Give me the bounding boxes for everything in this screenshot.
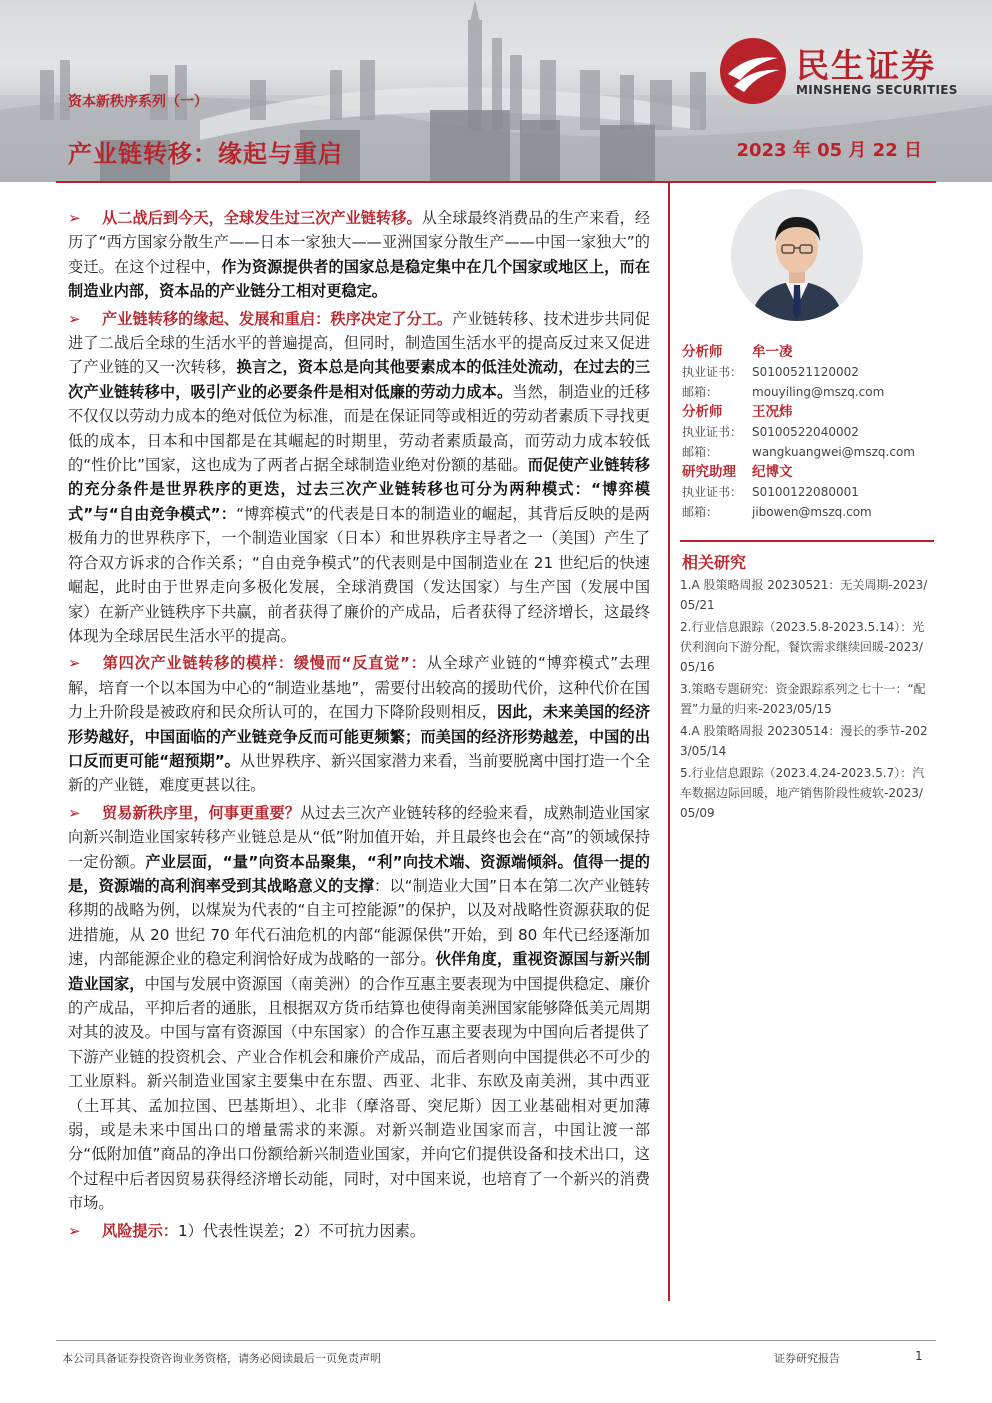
analyst-name-row [682, 462, 934, 482]
analyst-name-row [682, 342, 934, 362]
report-series: 资本新秩序系列（一） [68, 94, 208, 110]
footer-doc-type: 证券研究报告 [774, 1352, 840, 1365]
analyst-email[interactable]: mouyiling@mszq.com [752, 385, 885, 399]
minsheng-logo-icon [718, 36, 788, 106]
analyst-email-row [682, 382, 934, 402]
summary-paragraph [68, 307, 650, 649]
paragraph-text: 从过去三次产业链转移的经验来看，成熟制造业国家向新兴制造业国家转移产业链总是从“低”附加值开始，并且最终也会在“高”的领域保持一定份额。 [68, 803, 651, 871]
analyst-cert: S0100521120002 [752, 365, 859, 379]
summary-paragraph [68, 801, 650, 1216]
paragraph-text: 伙伴角度，重视资源国与新兴制造业国家， [68, 950, 651, 993]
report-date: 2023 年 05 月 22 日 [736, 140, 922, 161]
bullet-arrow-icon: ➢ [68, 1221, 81, 1240]
analyst-cert: S0100122080001 [752, 485, 859, 499]
paragraph-text: 1）代表性误差；2）不可抗力因素。 [177, 1221, 426, 1240]
related-item[interactable]: 5.行业信息跟踪（2023.4.24-2023.5.7）：汽车数据边际回暖，地产销售阶段性疲软-2023/05/09 [680, 766, 925, 820]
analyst-email[interactable]: wangkuangwei@mszq.com [752, 445, 915, 459]
portrait-image [731, 189, 863, 321]
analyst-list [682, 342, 934, 522]
paragraph-text: ：以“制造业大国”日本在第二次产业链转移期的战略为例，以煤炭为代表的“自主可控能源”的保护，以及对战略性资源获取的促进措施，从 20 世纪 70 年代石油危机的内部“能源保供”开始，到 80 年代已经逐渐加速，内部能源企业的稳定利润恰好成为战略的一部分。 [68, 876, 650, 969]
paragraph-text: 从世界秩序、新兴国家潜力来看，当前要脱离中国打造一个全新的产业链，难度更甚以往。 [68, 751, 651, 795]
paragraph-text: 作为资源提供者的国家总是稳定集中在几个国家或地区上，而在制造业内部，资本品的产业链分工相对更稳定。 [68, 257, 651, 301]
analyst-name: 牟一凌 [752, 344, 793, 360]
analyst-email-label: 邮箱： [682, 385, 719, 399]
paragraph-heading: 从二战后到今天，全球发生过三次产业链转移。 [102, 209, 422, 227]
analyst-name-label: 分析师 [682, 404, 723, 420]
summary-paragraph [68, 651, 650, 797]
summary-paragraph [68, 1219, 650, 1243]
analyst-cert: S0100522040002 [752, 425, 859, 439]
related-item[interactable]: 1.A 股策略周报 20230521：无关周期-2023/05/21 [680, 578, 928, 612]
bullet-arrow-icon: ➢ [68, 654, 81, 673]
analyst-email[interactable]: jibowen@mszq.com [752, 505, 872, 519]
analyst-cert-label: 执业证书： [682, 425, 743, 439]
paragraph-text: 从全球产业链的“博弈模式”去理解，培育一个以本国为中心的“制造业基地”，需要付出较高的援助代价，这种代价在国力上升阶段是被政府和民众所认可的，在国力下降阶段则相反， [68, 654, 650, 722]
analyst-name-label: 分析师 [682, 344, 723, 360]
paragraph-text: 因此，未来美国的经济形势越好，中国面临的产业链竞争反而可能更频繁；而美国的经济形势越差，中国的出口反而更可能“超预期”。 [68, 703, 651, 770]
paragraph-text: 从全球最终消费品的生产来看，经历了“西方国家分散生产——日本一家独大——亚洲国家分散生产——中国一家独大”的变迁。在这个过程中， [68, 209, 651, 276]
paragraph-text: 换言之，资本总是向其他要素成本的低洼处流动，在过去的三次产业链转移中，吸引产业的必要条件是相对低廉的劳动力成本。 [68, 358, 651, 401]
paragraph-text: 中国与发展中资源国（南美洲）的合作互惠主要表现为中国提供稳定、廉价的产成品，平抑后者的通胀，且根据双方货币结算也使得南美洲国家能够降低美元周期对其的波及。中国与富有资源国（中东国家）的合作互惠主要表现为中国向后者提供了下游产业链的投资机会、产业合作机会和廉价产成品，而后者则向中国提供必不可少的工业原料。新兴制造业国家主要集中在东盟、西亚、北非、东欧及南美洲，其中西亚（土耳其、孟加拉国、巴基斯坦）、北非（摩洛哥、突尼斯）因工业基础相对更加薄弱，或是未来中国出口的增量需求的来源。对新兴制造业国家而言，中国让渡一部分“低附加值”商品的净出口份额给新兴制造业国家，并向它们提供设备和技术出口，这个过程中后者因贸易获得经济增长动能，同时，对中国来说，也培育了一个新兴的消费市场。 [68, 974, 651, 1213]
related-title: 相关研究 [682, 553, 747, 572]
paragraph-heading: 贸易新秩序里，何事更重要？ [102, 803, 300, 822]
analyst-name-row [682, 402, 934, 422]
analyst-cert-row [682, 482, 934, 502]
paragraph-heading: 第四次产业链转移的模样：缓慢而“反直觉”： [102, 654, 427, 673]
analyst-email-label: 邮箱： [682, 445, 719, 459]
header-banner [0, 0, 992, 182]
bullet-arrow-icon: ➢ [68, 209, 81, 227]
paragraph-text: 而促使产业链转移的充分条件是世界秩序的更迭，过去三次产业链转移也可分为两种模式：“博弈模式”与“自由竞争模式”： [68, 456, 650, 523]
related-item[interactable]: 2.行业信息跟踪（2023.5.8-2023.5.14）：光伏利润向下游分配，餐饮需求继续回暖-2023/05/16 [680, 620, 925, 674]
related-item[interactable]: 4.A 股策略周报 20230514：漫长的季节-2023/05/14 [680, 724, 928, 758]
brand-name-en: MINSHENG SECURITIES [796, 83, 958, 97]
related-list [680, 575, 930, 825]
analyst-cert-row [682, 362, 934, 382]
related-divider [680, 540, 934, 542]
brand-name-cn: 民生证券 [796, 46, 936, 85]
header-divider [56, 181, 936, 183]
footer-disclaimer: 本公司具备证券投资咨询业务资格，请务必阅读最后一页免责声明 [62, 1352, 381, 1365]
analyst-cert-label: 执业证书： [682, 485, 743, 499]
bullet-arrow-icon: ➢ [68, 803, 81, 822]
analyst-name: 纪博文 [752, 464, 793, 480]
analyst-name-label: 研究助理 [682, 464, 736, 480]
analyst-email-label: 邮箱： [682, 505, 719, 519]
brand-logo [718, 36, 968, 106]
footer-divider [56, 1340, 936, 1341]
summary-body [68, 206, 650, 1246]
paragraph-text: 产业层面，“量”向资本品聚集，“利”向技术端、资源端倾斜。值得一提的是，资源端的高利润率受到其战略意义的支撑 [68, 852, 650, 895]
related-item[interactable]: 3.策略专题研究：资金跟踪系列之七十一：“配置”力量的归来-2023/05/15 [680, 682, 926, 716]
analyst-email-row [682, 502, 934, 522]
column-divider [668, 183, 670, 1301]
paragraph-heading: 产业链转移的缘起、发展和重启：秩序决定了分工。 [102, 309, 453, 328]
analyst-cert-row [682, 422, 934, 442]
analyst-name: 王况炜 [752, 404, 793, 420]
paragraph-heading: 风险提示： [102, 1221, 178, 1240]
summary-paragraph [68, 206, 650, 304]
paragraph-text: 当然，制造业的迁移不仅仅以劳动力成本的绝对低位为标准，而是在保证同等或相近的劳动者素质下寻找更低的成本，日本和中国都是在其崛起的时期里，劳动者素质最高，而劳动力成本较低的“性价比”国家，这也成为了两者占据全球制造业绝对份额的基础。 [68, 382, 651, 475]
bullet-arrow-icon: ➢ [68, 309, 81, 328]
analyst-photo [731, 189, 863, 321]
paragraph-text: “博弈模式”的代表是日本的制造业的崛起，其背后反映的是两极角力的世界秩序下，一个制造业国家（日本）和世界秩序主导者之一（美国）产生了符合双方诉求的合作关系；“自由竞争模式”的代表则是中国制造业在 21 世纪后的快速崛起，此时由于世界走向多极化发展，全球消费国（发达国家）与生产国（发展中国家）在新产业链秩序下共赢，前者获得了廉价的产成品，后者获得了经济增长，这最终体现为全球居民生活水平的提高。 [68, 504, 650, 645]
analyst-cert-label: 执业证书： [682, 365, 743, 379]
analyst-email-row [682, 442, 934, 462]
paragraph-text: 产业链转移、技术进步共同促进了二战后全球的生活水平的普遍提高，但同时，制造国生活水平的提高反过来又促进了产业链的又一次转移， [68, 309, 651, 377]
page-number: 1 [915, 1349, 923, 1363]
report-title: 产业链转移：缘起与重启 [68, 140, 343, 168]
